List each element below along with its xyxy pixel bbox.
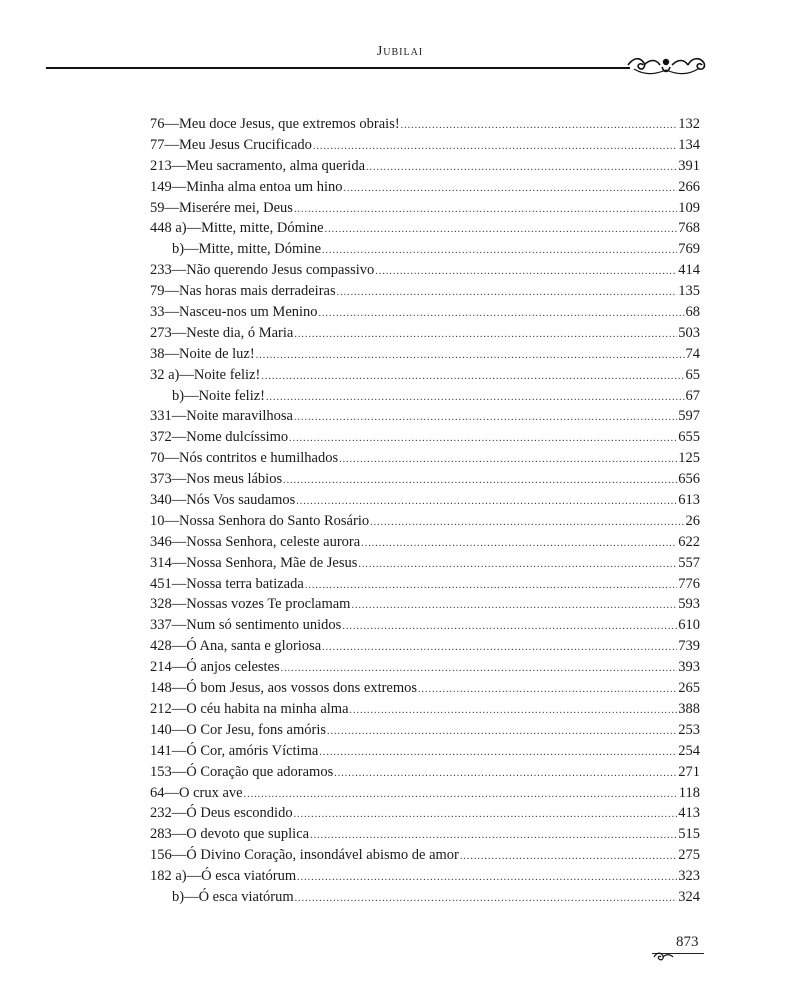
toc-entry-page: 118	[678, 784, 700, 801]
toc-entry-title: 38—Noite de luz!	[150, 345, 255, 362]
dot-leader	[297, 868, 677, 889]
running-head: Jubilai	[376, 44, 424, 59]
toc-entry-page: 324	[678, 888, 700, 905]
toc-entry	[150, 323, 700, 344]
toc-entry-page: 656	[678, 471, 700, 488]
toc-entry	[150, 344, 700, 365]
toc-entry	[150, 511, 700, 532]
toc-entry	[150, 177, 700, 198]
dot-leader	[366, 158, 677, 179]
toc-entry	[150, 260, 700, 281]
toc-entry	[150, 699, 700, 720]
toc-entry	[150, 574, 700, 595]
dot-leader	[358, 555, 677, 576]
dot-leader	[310, 826, 677, 847]
toc-entry-page: 254	[678, 742, 700, 759]
toc-entry-page: 655	[678, 429, 700, 446]
toc-entry-title: 213—Meu sacramento, alma querida	[150, 157, 366, 174]
toc-entry-page: 68	[685, 304, 700, 321]
toc-entry	[150, 448, 700, 469]
toc-entry-page: 135	[678, 283, 700, 300]
dot-leader	[281, 659, 678, 680]
dot-leader	[256, 346, 685, 367]
toc-entry-title: 314—Nossa Senhora, Mãe de Jesus	[150, 554, 358, 571]
dot-leader	[295, 889, 678, 910]
toc-entry	[150, 156, 700, 177]
toc-entry	[150, 553, 700, 574]
toc-entry-page: 74	[685, 345, 700, 362]
toc-entry	[150, 887, 700, 908]
toc-entry-page: 388	[678, 700, 700, 717]
toc-entry-page: 393	[678, 659, 700, 676]
toc-entry-page: 622	[678, 533, 700, 550]
dot-leader	[460, 847, 677, 868]
dot-leader	[294, 325, 677, 346]
toc-entry-title: 214—Ó anjos celestes	[150, 659, 280, 676]
dot-leader	[344, 179, 678, 200]
toc-entry-title: 153—Ó Coração que adoramos	[150, 763, 334, 780]
dot-leader	[294, 200, 677, 221]
toc-entry-page: 109	[678, 199, 700, 216]
toc-entry-page: 739	[678, 638, 700, 655]
dot-leader	[283, 471, 677, 492]
toc-entry-title: 77—Meu Jesus Crucificado	[150, 136, 312, 153]
toc-entry	[150, 427, 700, 448]
toc-entry-page: 597	[678, 408, 700, 425]
toc-entry-title: 283—O devoto que suplica	[150, 826, 310, 843]
dot-leader	[261, 367, 684, 388]
toc-entry-title: b)—Mitte, mitte, Dómine	[172, 241, 322, 258]
toc-entry-title: 373—Nos meus lábios	[150, 471, 283, 488]
toc-entry-page: 266	[678, 178, 700, 195]
dot-leader	[244, 785, 678, 806]
toc-entry-page: 557	[678, 554, 700, 571]
toc-entry-title: 448 a)—Mitte, mitte, Dómine	[150, 220, 324, 237]
toc-entry-title: b)—Ó esca viatórum	[172, 888, 294, 905]
toc-entry-page: 265	[678, 680, 700, 697]
toc-entry	[150, 657, 700, 678]
toc-entry	[150, 845, 700, 866]
dot-leader	[266, 388, 684, 409]
dot-leader	[289, 429, 677, 450]
dot-leader	[361, 534, 677, 555]
toc-entry-title: 232—Ó Deus escondido	[150, 805, 293, 822]
toc-entry	[150, 824, 700, 845]
toc-entry-page: 503	[678, 324, 700, 341]
dot-leader	[294, 408, 677, 429]
flourish-ornament-icon	[624, 53, 708, 77]
toc-entry-page: 67	[685, 387, 700, 404]
table-of-contents	[150, 114, 700, 908]
toc-entry-title: 233—Não querendo Jesus compassivo	[150, 262, 375, 279]
toc-entry-title: 273—Neste dia, ó Maria	[150, 324, 294, 341]
toc-entry	[150, 532, 700, 553]
dot-leader	[322, 241, 677, 262]
toc-entry-title: 148—Ó bom Jesus, aos vossos dons extremos	[150, 680, 418, 697]
toc-entry-page: 65	[685, 366, 700, 383]
dot-leader	[339, 450, 677, 471]
toc-entry-title: 149—Minha alma entoa um hino	[150, 178, 343, 195]
toc-entry-page: 769	[678, 241, 700, 258]
toc-entry-page: 768	[678, 220, 700, 237]
toc-entry	[150, 114, 700, 135]
dot-leader	[319, 743, 677, 764]
toc-entry-page: 593	[678, 596, 700, 613]
dot-leader	[294, 805, 678, 826]
flourish-ornament-icon	[652, 951, 674, 963]
toc-entry-page: 413	[678, 805, 700, 822]
toc-entry	[150, 281, 700, 302]
toc-entry-title: 337—Num só sentimento unidos	[150, 617, 342, 634]
dot-leader	[375, 262, 677, 283]
toc-entry	[150, 783, 700, 804]
toc-entry	[150, 615, 700, 636]
toc-entry-title: 33—Nasceu-nos um Menino	[150, 304, 318, 321]
dot-leader	[322, 638, 677, 659]
toc-entry-title: 428—Ó Ana, santa e gloriosa	[150, 638, 322, 655]
header-rule	[46, 67, 630, 69]
dot-leader	[296, 492, 677, 513]
toc-entry-page: 610	[678, 617, 700, 634]
toc-entry	[150, 741, 700, 762]
toc-entry-page: 391	[678, 157, 700, 174]
dot-leader	[342, 617, 677, 638]
dot-leader	[350, 701, 678, 722]
toc-entry-page: 26	[685, 512, 700, 529]
toc-entry	[150, 490, 700, 511]
toc-entry-title: 328—Nossas vozes Te proclamam	[150, 596, 351, 613]
toc-entry-title: 59—Miserére mei, Deus	[150, 199, 293, 216]
toc-entry	[150, 720, 700, 741]
toc-entry-title: 141—Ó Cor, amóris Víctima	[150, 742, 319, 759]
dot-leader	[418, 680, 677, 701]
toc-entry	[150, 678, 700, 699]
dot-leader	[401, 116, 678, 137]
toc-entry-page: 125	[678, 450, 700, 467]
toc-entry-title: 340—Nós Vos saudamos	[150, 492, 296, 509]
toc-entry-title: 79—Nas horas mais derradeiras	[150, 283, 336, 300]
toc-entry-page: 323	[678, 868, 700, 885]
toc-entry-title: b)—Noite feliz!	[172, 387, 266, 404]
toc-entry-title: 346—Nossa Senhora, celeste aurora	[150, 533, 361, 550]
toc-entry-title: 156—Ó Divino Coração, insondável abismo de amor	[150, 847, 459, 864]
toc-entry-title: 76—Meu doce Jesus, que extremos obrais!	[150, 116, 400, 132]
toc-entry-page: 515	[678, 826, 700, 843]
toc-entry	[150, 636, 700, 657]
toc-entry-page: 275	[678, 847, 700, 864]
toc-entry-title: 331—Noite maravilhosa	[150, 408, 293, 425]
toc-entry-title: 140—O Cor Jesu, fons amóris	[150, 721, 327, 738]
toc-entry-title: 10—Nossa Senhora do Santo Rosário	[150, 512, 370, 529]
toc-entry	[150, 135, 700, 156]
toc-entry	[150, 803, 700, 824]
toc-entry-title: 451—Nossa terra batizada	[150, 575, 304, 592]
toc-entry-page: 271	[678, 763, 700, 780]
dot-leader	[319, 304, 685, 325]
toc-entry	[150, 302, 700, 323]
dot-leader	[334, 764, 677, 785]
toc-entry-title: 32 a)—Noite feliz!	[150, 366, 261, 383]
dot-leader	[325, 220, 678, 241]
toc-entry-title: 372—Nome dulcíssimo	[150, 429, 289, 446]
toc-entry	[150, 469, 700, 490]
toc-entry-title: 70—Nós contritos e humilhados	[150, 450, 339, 467]
toc-entry	[150, 386, 700, 407]
toc-entry-page: 414	[678, 262, 700, 279]
toc-entry	[150, 866, 700, 887]
toc-entry	[150, 406, 700, 427]
dot-leader	[313, 137, 677, 158]
toc-entry-page: 134	[678, 136, 700, 153]
toc-entry	[150, 218, 700, 239]
dot-leader	[351, 596, 677, 617]
toc-entry	[150, 239, 700, 260]
toc-entry	[150, 762, 700, 783]
toc-entry	[150, 198, 700, 219]
page-number: 873	[676, 934, 699, 950]
toc-entry-page: 776	[678, 575, 700, 592]
dot-leader	[305, 576, 677, 597]
toc-entry-page: 613	[678, 492, 700, 509]
toc-entry-title: 182 a)—Ó esca viatórum	[150, 868, 297, 885]
toc-entry-title: 212—O céu habita na minha alma	[150, 700, 349, 717]
dot-leader	[327, 722, 677, 743]
dot-leader	[370, 513, 684, 534]
toc-entry	[150, 594, 700, 615]
toc-entry	[150, 365, 700, 386]
toc-entry-page: 253	[678, 721, 700, 738]
dot-leader	[337, 283, 678, 304]
toc-entry-page: 132	[678, 116, 700, 132]
toc-entry-title: 64—O crux ave	[150, 784, 243, 801]
